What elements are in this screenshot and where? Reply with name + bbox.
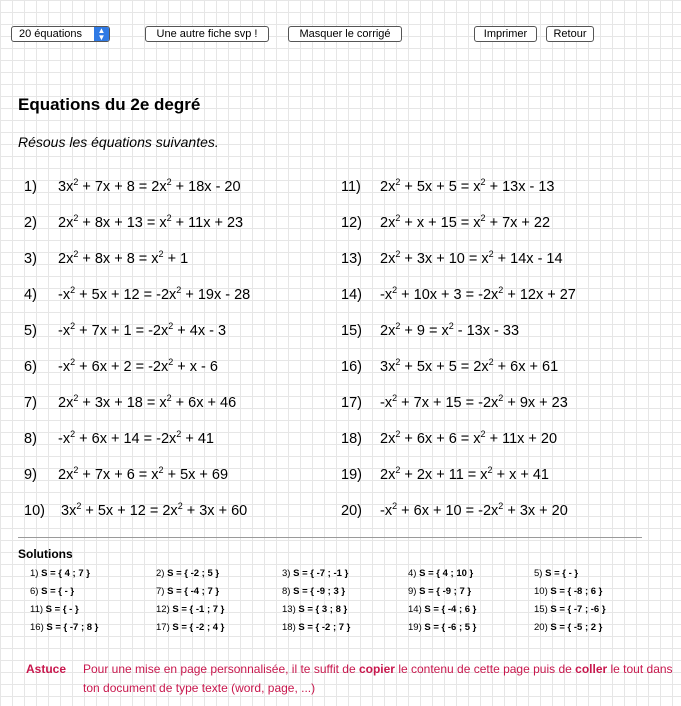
equation-item — [24, 429, 214, 449]
solution-set: S = { -4 ; 6 } — [424, 604, 477, 615]
equation-number: 19) — [341, 467, 362, 483]
solution-item — [156, 567, 219, 581]
solution-item — [534, 603, 606, 617]
solution-number: 3) — [282, 568, 294, 579]
solution-number: 1) — [30, 568, 42, 579]
equation-text: $-x^2 + 7x + 15 = -2x^2 + 9x + 23$ — [380, 393, 568, 411]
equation-text: $-x^2 + 7x + 1 = -2x^2 + 4x - 3$ — [58, 321, 227, 339]
equation-text: $3x^2 + 5x + 5 = 2x^2 + 6x + 61$ — [380, 357, 559, 375]
solution-item — [534, 585, 602, 599]
solution-number: 17) — [156, 622, 173, 633]
solution-item — [282, 567, 348, 581]
solution-item — [408, 621, 476, 635]
solution-item — [408, 585, 471, 599]
solution-number: 20) — [534, 622, 551, 633]
solution-item — [408, 567, 473, 581]
hide-answer-key-button[interactable]: Masquer le corrigé — [288, 26, 402, 42]
page-title: Equations du 2e degré — [18, 95, 201, 114]
solution-number: 5) — [534, 568, 546, 579]
equation-item — [341, 249, 563, 269]
solution-number: 14) — [408, 604, 425, 615]
equation-number: 7) — [24, 395, 37, 411]
equation-item — [24, 393, 236, 413]
solution-item — [156, 603, 224, 617]
back-button[interactable]: Retour — [546, 26, 594, 42]
equation-text: $-x^2 + 5x + 12 = -2x^2 + 19x - 28$ — [58, 285, 251, 303]
solution-set: S = { -2 ; 5 } — [167, 568, 220, 579]
equation-text: $-x^2 + 6x + 14 = -2x^2 + 41$ — [58, 429, 214, 447]
equation-text: $2x^2 + 8x + 13 = x^2 + 11x + 23$ — [58, 213, 244, 231]
solution-number: 13) — [282, 604, 299, 615]
tip-text — [83, 660, 673, 698]
equation-item — [341, 285, 576, 305]
solution-item — [30, 603, 79, 617]
equation-number: 8) — [24, 431, 37, 447]
equation-text: $2x^2 + 7x + 6 = x^2 + 5x + 69$ — [58, 465, 229, 483]
equation-item — [24, 321, 226, 341]
solution-set: S = { - } — [545, 568, 579, 579]
equation-text: $-x^2 + 6x + 10 = -2x^2 + 3x + 20$ — [380, 501, 568, 519]
solution-item — [408, 603, 476, 617]
equation-item — [341, 177, 554, 197]
instructions: Résous les équations suivantes. — [18, 134, 219, 150]
print-button[interactable]: Imprimer — [474, 26, 537, 42]
solution-item — [30, 585, 74, 599]
equation-item — [24, 213, 243, 233]
equation-text: $2x^2 + 5x + 5 = x^2 + 13x - 13$ — [380, 177, 555, 195]
solution-set: S = { -7 ; 8 } — [46, 622, 99, 633]
equation-item — [341, 393, 568, 413]
equation-count-select[interactable] — [11, 26, 110, 42]
equation-item — [341, 357, 558, 377]
solution-item — [30, 621, 98, 635]
equation-text: $2x^2 + x + 15 = x^2 + 7x + 22$ — [380, 213, 551, 231]
equation-number: 16) — [341, 359, 362, 375]
tip-label: Astuce — [26, 662, 67, 676]
solution-set: S = { -7 ; -6 } — [550, 604, 606, 615]
toolbar — [0, 26, 681, 42]
chevron-up-down-icon: ▲ ▼ — [94, 27, 109, 41]
solution-item — [156, 621, 224, 635]
another-sheet-button[interactable]: Une autre fiche svp ! — [145, 26, 269, 42]
equation-number: 6) — [24, 359, 37, 375]
solution-set: S = { 4 ; 7 } — [41, 568, 90, 579]
solution-number: 7) — [156, 586, 168, 597]
equation-number: 12) — [341, 215, 362, 231]
tip-part-2: le contenu de cette page puis de — [398, 662, 572, 676]
equation-number: 20) — [341, 503, 362, 519]
solution-item — [30, 567, 90, 581]
equation-text: $2x^2 + 3x + 18 = x^2 + 6x + 46$ — [58, 393, 237, 411]
solution-number: 9) — [408, 586, 420, 597]
solution-set: S = { -1 ; 7 } — [172, 604, 225, 615]
solution-set: S = { -2 ; 4 } — [172, 622, 225, 633]
solution-number: 18) — [282, 622, 299, 633]
equation-number: 11) — [341, 179, 361, 195]
tip-copy-word: copier — [358, 662, 395, 676]
equation-number: 14) — [341, 287, 362, 303]
solution-set: S = { -5 ; 2 } — [550, 622, 603, 633]
equation-number: 2) — [24, 215, 37, 231]
equation-item — [24, 357, 218, 377]
equation-number: 17) — [341, 395, 362, 411]
tip-paste-word: coller — [575, 662, 608, 676]
equation-count-value: 20 équations — [19, 28, 82, 40]
equation-item — [24, 285, 250, 305]
tip-part-1: Pour une mise en page personnalisée, il te suffit de — [83, 662, 356, 676]
solution-number: 12) — [156, 604, 173, 615]
solution-set: S = { -2 ; 7 } — [298, 622, 351, 633]
equation-text: $2x^2 + 2x + 11 = x^2 + x + 41$ — [380, 465, 549, 483]
equation-text: $-x^2 + 10x + 3 = -2x^2 + 12x + 27$ — [380, 285, 576, 303]
equation-number: 4) — [24, 287, 37, 303]
equation-text: $-x^2 + 6x + 2 = -2x^2 + x - 6$ — [58, 357, 218, 375]
solution-number: 16) — [30, 622, 47, 633]
solution-set: S = { -6 ; 5 } — [424, 622, 477, 633]
solution-number: 19) — [408, 622, 425, 633]
equation-item — [24, 501, 247, 521]
solution-number: 8) — [282, 586, 294, 597]
solutions-title: Solutions — [18, 547, 73, 561]
solution-number: 6) — [30, 586, 42, 597]
equation-number: 9) — [24, 467, 37, 483]
equation-text: $3x^2 + 5x + 12 = 2x^2 + 3x + 60$ — [61, 501, 248, 519]
tip-part-3: le tout dans ton document de type texte (word, page, ...) — [83, 662, 673, 695]
solution-number: 4) — [408, 568, 420, 579]
equation-number: 1) — [24, 179, 37, 195]
equation-number: 5) — [24, 323, 37, 339]
equation-item — [341, 501, 568, 521]
solution-set: S = { -9 ; 7 } — [419, 586, 472, 597]
equation-item — [341, 321, 519, 341]
equation-item — [24, 249, 188, 269]
solution-item — [534, 621, 602, 635]
solution-set: S = { -9 ; 3 } — [293, 586, 346, 597]
solution-number: 11) — [30, 604, 46, 615]
equation-item — [341, 429, 557, 449]
equation-number: 18) — [341, 431, 362, 447]
equation-text: $2x^2 + 6x + 6 = x^2 + 11x + 20$ — [380, 429, 558, 447]
equation-text: $3x^2 + 7x + 8 = 2x^2 + 18x - 20$ — [58, 177, 241, 195]
solution-set: S = { 4 ; 10 } — [419, 568, 474, 579]
solution-set: S = { -4 ; 7 } — [167, 586, 220, 597]
equation-text: $2x^2 + 8x + 8 = x^2 + 1$ — [58, 249, 189, 267]
solution-set: S = { - } — [41, 586, 75, 597]
solution-item — [282, 621, 350, 635]
solution-set: S = { -8 ; 6 } — [550, 586, 603, 597]
equation-item — [341, 213, 550, 233]
solution-item — [282, 603, 347, 617]
equation-number: 3) — [24, 251, 37, 267]
solution-number: 2) — [156, 568, 168, 579]
equation-number: 13) — [341, 251, 362, 267]
equation-text: $2x^2 + 3x + 10 = x^2 + 14x - 14$ — [380, 249, 563, 267]
equation-item — [24, 465, 228, 485]
solution-item — [282, 585, 345, 599]
solution-number: 15) — [534, 604, 551, 615]
solution-set: S = { 3 ; 8 } — [298, 604, 348, 615]
solution-set: S = { -7 ; -1 } — [293, 568, 349, 579]
solution-set: S = { - } — [45, 604, 79, 615]
solution-item — [156, 585, 219, 599]
equation-text: $2x^2 + 9 = x^2 - 13x - 33$ — [380, 321, 520, 339]
equation-number: 15) — [341, 323, 362, 339]
solution-item — [534, 567, 578, 581]
equation-item — [341, 465, 549, 485]
equation-number: 10) — [24, 503, 45, 519]
solution-number: 10) — [534, 586, 551, 597]
equation-item — [24, 177, 241, 197]
divider — [18, 537, 642, 538]
